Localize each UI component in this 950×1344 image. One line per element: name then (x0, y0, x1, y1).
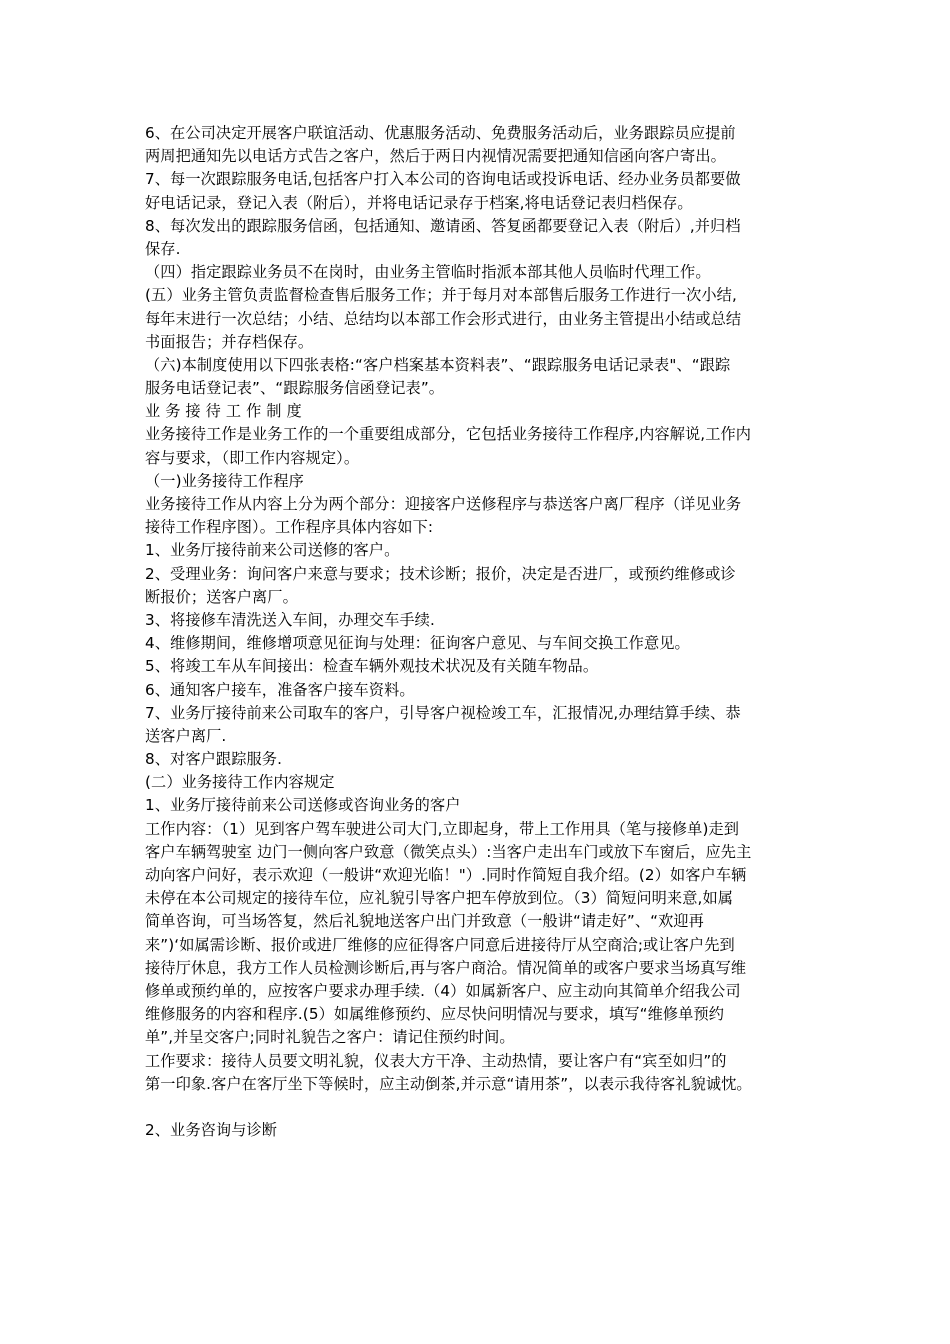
text-line: (五）业务主管负责监督检查售后服务工作；并于每月对本部售后服务工作进行一次小结, (145, 286, 737, 305)
text-line: 业务接待工作从内容上分为两个部分：迎接客户送修程序与恭送客户离厂程序（详见业务 (145, 495, 742, 513)
text-line: 8、对客户跟踪服务. (145, 750, 282, 769)
text-line: 工作要求：接待人员要文明礼貌，仪表大方干净、主动热情，要让客户有“宾至如归”的 (145, 1051, 727, 1070)
text-line: 6、通知客户接车，准备客户接车资料。 (145, 680, 415, 699)
text-line: 单”,并呈交客户;同时礼貌告之客户：请记住预约时间。 (145, 1028, 515, 1047)
text-line: 维修服务的内容和程序.(5）如属维修预约、应尽快问明情况与要求，填写“维修单预约 (145, 1005, 725, 1024)
document-body (145, 122, 813, 1142)
text-line: 客户车辆驾驶室 边门一侧向客户致意（微笑点头）:当客户走出车门或放下车窗后，应先主 (145, 842, 752, 861)
text-line: 两周把通知先以电话方式告之客户，然后于两日内视情况需要把通知信函向客户寄出。 (145, 147, 726, 166)
text-line: 工作内容：（1）见到客户驾车驶进公司大门,立即起身，带上工作用具（笔与接修单)走到 (145, 819, 740, 838)
subsection-heading: 2、业务咨询与诊断 (145, 1121, 278, 1140)
text-line: 8、每次发出的跟踪服务信函，包括通知、邀请函、答复函都要登记入表（附后）,并归档 (145, 216, 741, 235)
text-line: 业务接待工作是业务工作的一个重要组成部分，它包括业务接待工作程序,内容解说,工作内 (145, 425, 752, 444)
text-line: 容与要求，（即工作内容规定）。 (145, 448, 360, 467)
text-line: 6、在公司决定开展客户联谊活动、优惠服务活动、免费服务活动后，业务跟踪员应提前 (145, 124, 736, 142)
text-line: 来”)‘如属需诊断、报价或进厂维修的应征得客户同意后进接待厅从空商洽;或让客户先到 (145, 935, 735, 954)
text-line: 书面报告；并存档保存。 (145, 332, 314, 351)
text-line: 1、业务厅接待前来公司送修或咨询业务的客户 (145, 796, 461, 815)
text-line: 7、业务厅接待前来公司取车的客户，引导客户视检竣工车，汇报情况,办理结算手续、恭 (145, 703, 741, 722)
text-line: 7、每一次跟踪服务电话,包括客户打入本公司的咨询电话或投诉电话、经办业务员都要做 (145, 170, 741, 189)
text-line: 修单或预约单的，应按客户要求办理手续.（4）如属新客户、应主动向其简单介绍我公司 (145, 981, 741, 1000)
text-line: 2、受理业务：询问客户来意与要求；技术诊断；报价，决定是否进厂，或预约维修或诊 (145, 564, 736, 583)
text-line: 1、业务厅接待前来公司送修的客户。 (145, 541, 400, 560)
text-line: 第一印象.客户在客厅坐下等候时，应主动倒茶,并示意“请用茶”，以表示我待客礼貌诚忱。 (145, 1074, 752, 1093)
text-line: 好电话记录，登记入表（附后），并将电话记录存于档案,将电话登记表归档保存。 (145, 193, 693, 212)
text-line: 3、将接修车清洗送入车间，办理交车手续. (145, 610, 435, 629)
section-heading: 业 务 接 待 工 作 制 度 (145, 402, 302, 421)
subsection-heading: (二）业务接待工作内容规定 (145, 773, 335, 792)
text-line: 简单咨询，可当场答复，然后礼貌地送客户出门并致意（一般讲“请走好”、“欢迎再 (145, 912, 704, 931)
text-line: 服务电话登记表”、“跟踪服务信函登记表”。 (145, 379, 445, 398)
text-line: 接待工作程序图）。工作程序具体内容如下: (145, 518, 434, 537)
subsection-heading: （一)业务接待工作程序 (145, 471, 304, 490)
text-line: （六)本制度使用以下四张表格:“客户档案基本资料表”、“跟踪服务电话记录表"、“跟踪 (145, 355, 731, 374)
blank-line (145, 1096, 813, 1119)
text-line: （四）指定跟踪业务员不在岗时，由业务主管临时指派本部其他人员临时代理工作。 (145, 263, 711, 282)
text-line: 5、将竣工车从车间接出：检查车辆外观技术状况及有关随车物品。 (145, 657, 599, 676)
text-line: 动向客户问好，表示欢迎（一般讲“欢迎光临！"）.同时作简短自我介绍。(2）如客户车辆 (145, 866, 747, 884)
text-line: 未停在本公司规定的接待车位，应礼貌引导客户把车停放到位。（3）简短问明来意,如属 (145, 889, 734, 908)
text-line: 送客户离厂. (145, 726, 227, 745)
text-line: 保存. (145, 239, 181, 258)
text-line: 4、维修期间，维修增项意见征询与处理：征询客户意见、与车间交换工作意见。 (145, 634, 690, 653)
text-line: 接待厅休息，我方工作人员检测诊断后,再与客户商洽。情况简单的或客户要求当场真写维 (145, 958, 747, 977)
text-line: 每年末进行一次总结；小结、总结均以本部工作会形式进行，由业务主管提出小结或总结 (145, 309, 742, 328)
text-line: 断报价；送客户离厂。 (145, 587, 298, 606)
